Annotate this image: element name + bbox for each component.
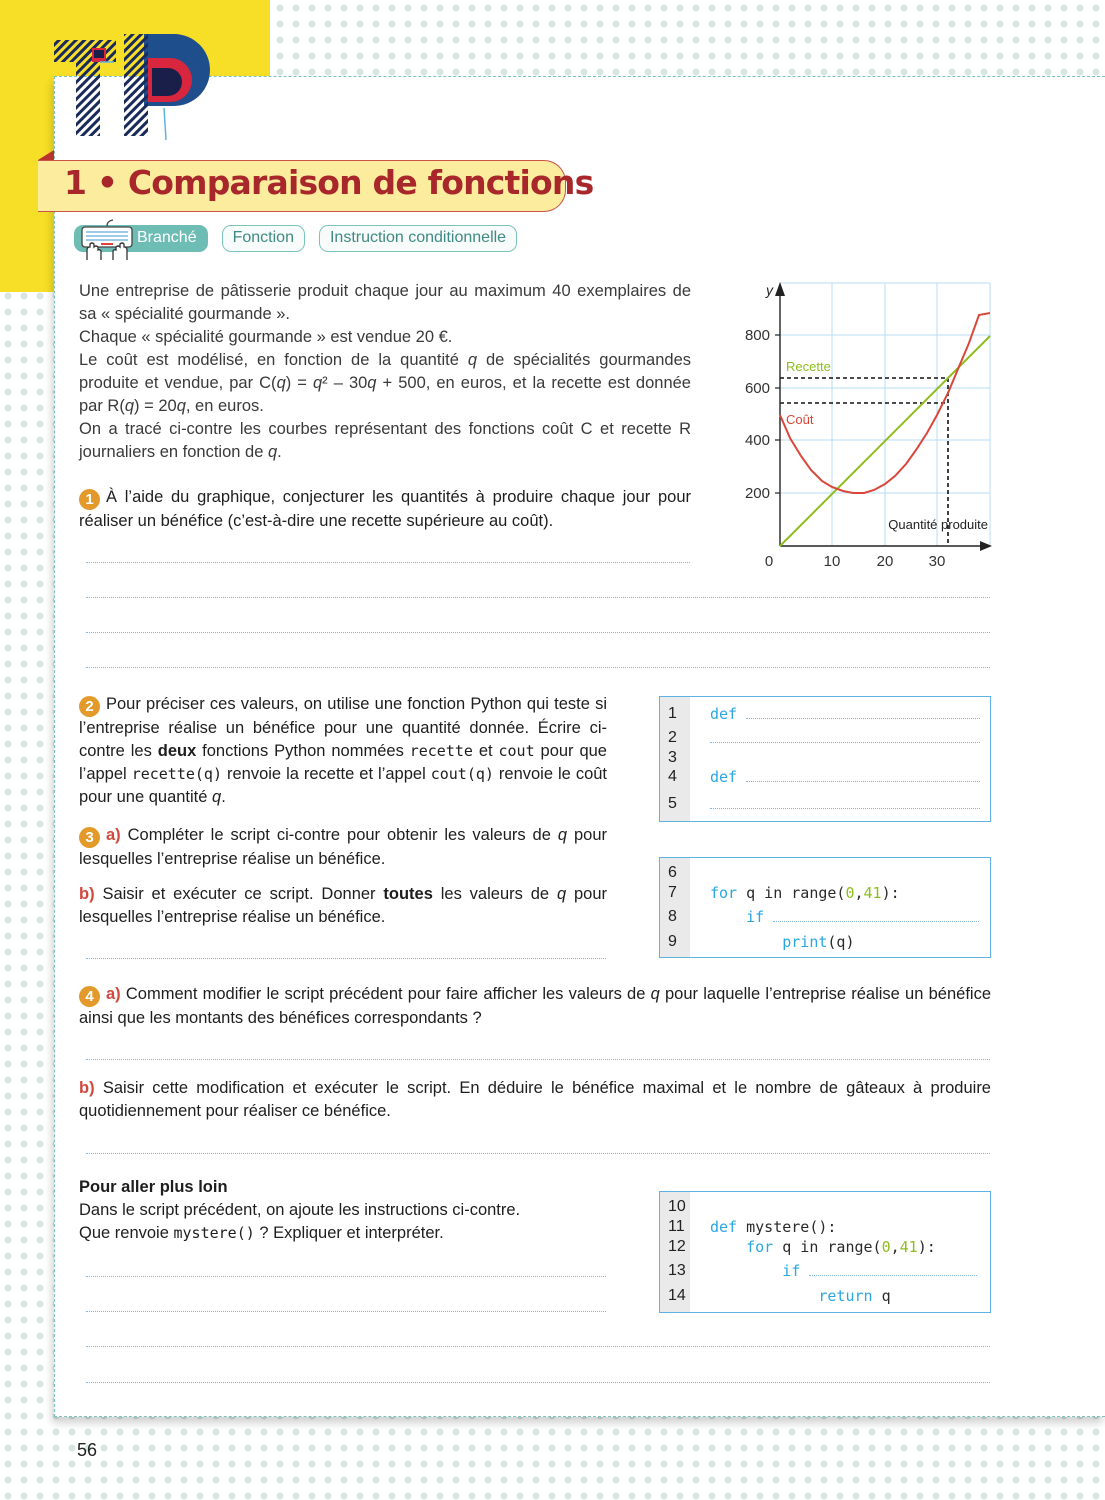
answer-line[interactable] — [86, 597, 990, 598]
tag-list — [74, 225, 517, 252]
answer-line[interactable] — [86, 1382, 990, 1383]
x-axis-label: Quantité produite — [888, 517, 988, 532]
tag-branche — [74, 225, 208, 252]
question-2: 2 Pour préciser ces valeurs, on utilise une fonction Python qui teste si l’entreprise réalise un bénéfice pour une quantité donnée. Écrire ci-contre les deux fonctions Python nommées recette et cout pour que l’appel recette(q) renvoie la recette et l’appel cout(q) renvoie le coût pour une quantité q. — [79, 695, 608, 806]
code-fill-blank[interactable] — [710, 731, 980, 743]
answer-line[interactable] — [86, 1153, 990, 1154]
tag-fonction: Fonction — [222, 225, 305, 252]
answer-line[interactable] — [86, 1311, 606, 1312]
code-block-3: 10 11 def mystere(): 12 for q in range(0,41): 13 if 14 return q — [659, 1191, 991, 1313]
question-1: 1 À l’aide du graphique, conjecturer les quantités à produire chaque jour pour réaliser un bénéfice (c’est-à-dire une recette supérieure au coût). — [79, 488, 691, 530]
question-3a: 3 a) Compléter le script ci-contre pour obtenir les valeurs de q pour lesquelles l’entreprise réalise un bénéfice. — [79, 826, 608, 868]
answer-line[interactable] — [86, 632, 990, 633]
svg-text:400: 400 — [744, 432, 770, 449]
code-fill-blank[interactable] — [710, 797, 980, 809]
cost-revenue-chart — [730, 276, 1010, 576]
question-number-badge: 3 — [79, 827, 100, 848]
question-4a: 4 a) Comment modifier le script précédent pour faire afficher les valeurs de q pour laquelle l’entreprise réalise un bénéfice ainsi que les montants des bénéfices correspondants ? — [79, 985, 991, 1027]
intro-line-2: Chaque « spécialité gourmande » est vendue 20 €. — [79, 328, 453, 346]
svg-text:10: 10 — [823, 553, 841, 570]
code-fill-blank[interactable] — [746, 707, 980, 719]
legend-recette: Recette — [786, 359, 831, 374]
answer-line[interactable] — [86, 667, 990, 668]
page-title: 1 • Comparaison de fonctions — [64, 163, 594, 202]
svg-text:30: 30 — [928, 553, 946, 570]
answer-line[interactable] — [86, 1059, 990, 1060]
answer-line[interactable] — [86, 562, 690, 563]
further-title: Pour aller plus loin — [79, 1178, 228, 1196]
code-fill-blank[interactable] — [809, 1264, 977, 1276]
keyboard-hands-icon — [79, 218, 135, 262]
intro-paragraph — [79, 280, 691, 464]
intro-line-3: Le coût est modélisé, en fonction de la quantité q de spécialités gourmandes produite et vendue, par C(q) = q² – 30q + 500, en euros, et la recette est donnée par R(q) = 20q, en euros. — [79, 351, 691, 415]
question-number-badge: 4 — [79, 986, 100, 1007]
tag-label: Branché — [137, 229, 197, 246]
title-ribbon-fold — [38, 150, 54, 160]
svg-text:200: 200 — [744, 485, 770, 502]
tag-instruction-conditionnelle: Instruction conditionnelle — [319, 225, 517, 252]
intro-line-4: On a tracé ci-contre les courbes représentant des fonctions coût C et recette R journaliers en fonction de q. — [79, 420, 691, 461]
svg-text:800: 800 — [744, 327, 770, 344]
y-axis-label: y — [766, 282, 773, 298]
legend-cout: Coût — [786, 412, 814, 427]
question-number-badge: 1 — [79, 489, 100, 510]
code-block-1: 1 def 2 3 4 def 5 — [659, 696, 991, 822]
answer-line[interactable] — [86, 958, 606, 959]
question-4b: b) Saisir cette modification et exécuter le script. En déduire le bénéfice maximal et le nombre de gâteaux à produire quotidiennement pour réaliser ce bénéfice. — [79, 1079, 991, 1120]
page-number: 56 — [77, 1440, 98, 1460]
code-fill-blank[interactable] — [746, 770, 980, 782]
intro-line-1: Une entreprise de pâtisserie produit chaque jour au maximum 40 exemplaires de sa « spécialité gourmande ». — [79, 282, 691, 323]
svg-text:600: 600 — [744, 380, 770, 397]
svg-text:20: 20 — [876, 553, 894, 570]
further-section: Pour aller plus loin Dans le script précédent, on ajoute les instructions ci-contre. Que renvoie mystere() ? Expliquer et interpréter. — [79, 1178, 521, 1242]
question-number-badge: 2 — [79, 696, 100, 717]
question-3b: b) Saisir et exécuter ce script. Donner toutes les valeurs de q pour lesquelles l’entreprise réalise un bénéfice. — [79, 885, 607, 926]
code-block-2: 6 7 for q in range(0,41): 8 if 9 print(q) — [659, 857, 991, 958]
answer-line[interactable] — [86, 1276, 606, 1277]
code-fill-blank[interactable] — [773, 910, 979, 922]
answer-line[interactable] — [86, 1346, 990, 1347]
svg-text:0: 0 — [764, 553, 774, 570]
tp-logo-icon — [52, 28, 222, 143]
